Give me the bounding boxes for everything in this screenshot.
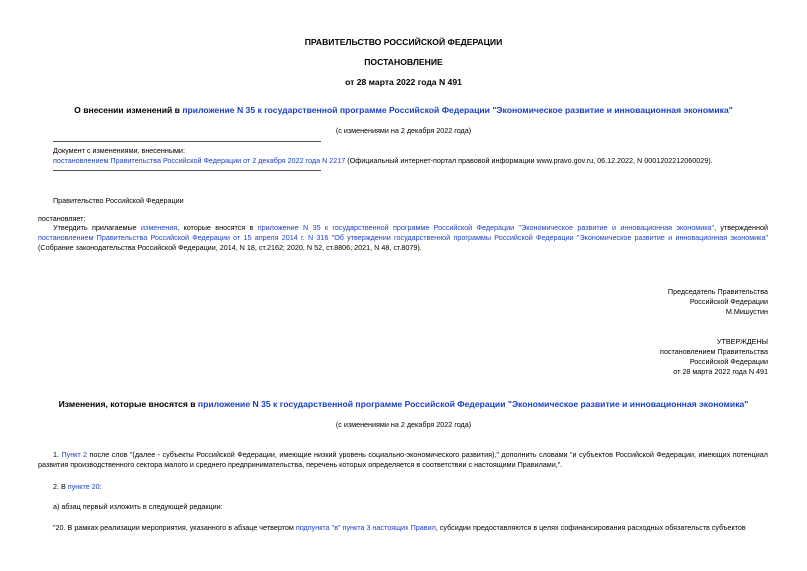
p1-link-changes[interactable]: изменения: [141, 223, 178, 232]
amendments-rest: (Официальный интернет-портал правовой информации www.pravo.gov.ru, 06.12.2022, N 0001202212060029).: [345, 156, 713, 165]
change-item-1: [38, 450, 768, 470]
header-doc-type: ПОСТАНОВЛЕНИЕ: [364, 57, 443, 67]
government-name: Правительство Российской Федерации: [53, 196, 184, 205]
item-1-text: после слов "(далее - субъекты Российской Федерации, имеющие низкий уровень социально-экономического развития)," дополнить словами "и субъектов Российской Федерации, имеющих потенциал развития производственного сектора малого и среднего предпринимательства, перечень которых определяется в соответствии с настоящими Правилами,".: [38, 450, 768, 469]
title-prefix: О внесении изменений в: [74, 105, 183, 115]
approved-line-1: УТВЕРЖДЕНЫ: [716, 337, 768, 346]
approved-line-2: постановлением Правительства: [660, 347, 768, 356]
p1-text-d: (Собрание законодательства Российской Федерации, 2014, N 18, ст.2162; 2020, N 52, ст.8806; 2021, N 48, ст.8079).: [38, 243, 422, 252]
changes-amended-note: (с изменениями на 2 декабря 2022 года): [335, 420, 472, 429]
change-item-2: [53, 482, 102, 491]
changes-title: [0, 399, 807, 409]
amendments-label: Документ с изменениями, внесенными:: [53, 146, 185, 155]
item-2-text-a: 2. В: [53, 482, 68, 491]
changes-title-prefix: Изменения, которые вносятся в: [58, 399, 198, 409]
quoted-paragraph: [53, 523, 768, 532]
p1-text-b: , которые вносятся в: [177, 223, 258, 232]
p1-link-resolution[interactable]: постановлением Правительства Российской Федерации от 15 апреля 2014 г. N 316 "Об утверждении государственной программы Российской Федерации "Экономическое развитие и инновационная экономика": [38, 233, 768, 242]
item-2-text-b: :: [99, 482, 102, 491]
item-2-link[interactable]: пункте 20: [67, 482, 100, 491]
quote-link[interactable]: подпункта "в" пункта 3 настоящих Правил: [295, 523, 436, 532]
page-title: [0, 105, 807, 115]
item-1-number: 1.: [53, 450, 62, 459]
change-item-2a: а) абзац первый изложить в следующей редакции:: [53, 502, 223, 511]
amendments-line: [53, 156, 713, 165]
approved-line-4: от 28 марта 2022 года N 491: [673, 367, 768, 376]
header-org: ПРАВИТЕЛЬСТВО РОССИЙСКОЙ ФЕДЕРАЦИИ: [304, 37, 503, 47]
approved-line-3: Российской Федерации: [689, 357, 768, 366]
quote-text-a: "20. В рамках реализации мероприятия, указанного в абзаце четвертом: [53, 523, 296, 532]
quote-text-b: , субсидии предоставляются в целях софинансирования расходных обязательств субъектов: [435, 523, 746, 532]
divider-bottom: [53, 170, 321, 171]
item-1-link[interactable]: Пункт 2: [61, 450, 88, 459]
title-amended-note: (с изменениями на 2 декабря 2022 года): [335, 126, 472, 135]
p1-link-appendix[interactable]: приложение N 35 к государственной программе Российской Федерации "Экономическое развитие и инновационная экономика": [257, 223, 715, 232]
changes-title-link[interactable]: приложение N 35 к государственной программе Российской Федерации "Экономическое развитие и инновационная экономика": [197, 399, 749, 409]
signature-line-3: М.Мишустин: [725, 307, 768, 316]
p1-text-c: , утвержденной: [714, 223, 768, 232]
signature-line-1: Председатель Правительства: [667, 287, 768, 296]
header-date-number: от 28 марта 2022 года N 491: [345, 77, 462, 87]
decides-label: постановляет:: [38, 214, 86, 223]
p1-text-a: Утвердить прилагаемые: [53, 223, 142, 232]
signature-line-2: Российской Федерации: [689, 297, 768, 306]
paragraph-1: [38, 223, 768, 253]
title-link[interactable]: приложение N 35 к государственной программе Российской Федерации "Экономическое развитие и инновационная экономика": [182, 105, 733, 115]
amendments-link[interactable]: постановлением Правительства Российской Федерации от 2 декабря 2022 года N 2217: [53, 156, 346, 165]
divider-top: [53, 141, 321, 142]
